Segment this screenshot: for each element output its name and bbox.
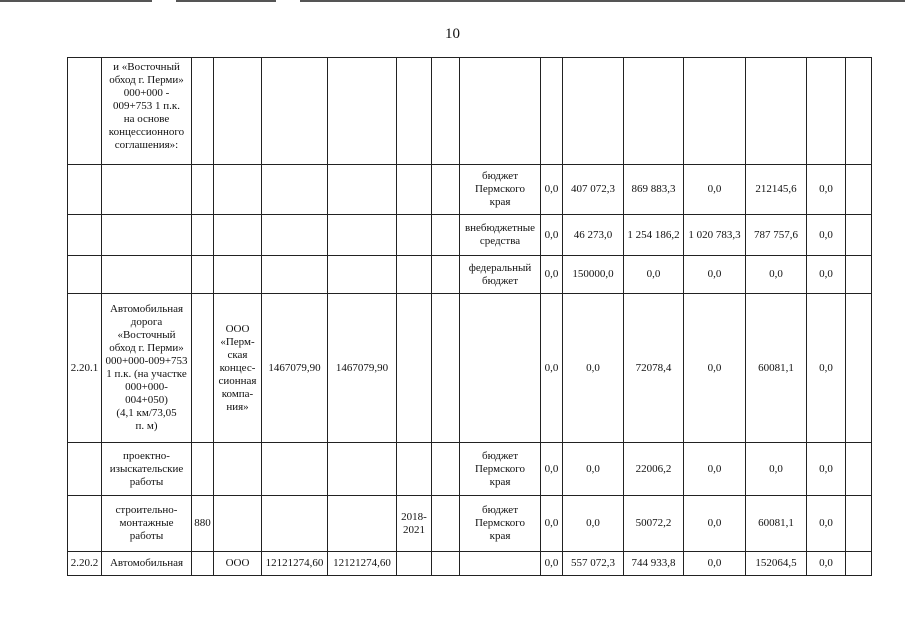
cell-c4: ООО xyxy=(214,552,262,576)
table-row xyxy=(68,496,872,552)
cell-c6 xyxy=(328,256,397,294)
cell-c7 xyxy=(397,256,432,294)
cell-c4 xyxy=(214,443,262,496)
cell-c8 xyxy=(432,256,460,294)
cell-c6: 12121274,60 xyxy=(328,552,397,576)
cell-c5: 12121274,60 xyxy=(262,552,328,576)
cell-v3: 72078,4 xyxy=(624,294,684,443)
cell-name xyxy=(102,256,192,294)
cell-v4: 0,0 xyxy=(684,165,746,215)
cell-source: бюджет Пермского края xyxy=(460,165,541,215)
cell-source xyxy=(460,552,541,576)
cell-c16 xyxy=(846,58,872,165)
cell-code xyxy=(68,165,102,215)
cell-c16 xyxy=(846,215,872,256)
table-row xyxy=(68,552,872,576)
cell-c6 xyxy=(328,58,397,165)
cell-v5: 0,0 xyxy=(746,256,807,294)
cell-c3: 880 xyxy=(192,496,214,552)
cell-v5 xyxy=(746,58,807,165)
cell-c4 xyxy=(214,256,262,294)
cell-c7 xyxy=(397,215,432,256)
cell-v1: 0,0 xyxy=(541,215,563,256)
cell-v1: 0,0 xyxy=(541,294,563,443)
cell-v3 xyxy=(624,58,684,165)
cell-v2: 0,0 xyxy=(563,496,624,552)
top-rule-right xyxy=(300,0,905,2)
cell-v6: 0,0 xyxy=(807,294,846,443)
cell-c8 xyxy=(432,496,460,552)
cell-code xyxy=(68,256,102,294)
cell-name xyxy=(102,215,192,256)
table-row xyxy=(68,443,872,496)
cell-c7 xyxy=(397,552,432,576)
cell-v6: 0,0 xyxy=(807,496,846,552)
cell-v2 xyxy=(563,58,624,165)
cell-c5 xyxy=(262,443,328,496)
cell-c8 xyxy=(432,215,460,256)
cell-c3 xyxy=(192,443,214,496)
cell-c6 xyxy=(328,496,397,552)
cell-v2: 557 072,3 xyxy=(563,552,624,576)
table-row xyxy=(68,165,872,215)
cell-c5: 1467079,90 xyxy=(262,294,328,443)
cell-v4: 0,0 xyxy=(684,443,746,496)
cell-v1: 0,0 xyxy=(541,256,563,294)
cell-source: бюджет Пермского края xyxy=(460,496,541,552)
cell-v2: 150000,0 xyxy=(563,256,624,294)
cell-v5: 60081,1 xyxy=(746,496,807,552)
cell-v3: 744 933,8 xyxy=(624,552,684,576)
cell-v1: 0,0 xyxy=(541,443,563,496)
cell-v3: 869 883,3 xyxy=(624,165,684,215)
cell-source: бюджет Пермского края xyxy=(460,443,541,496)
cell-c8 xyxy=(432,165,460,215)
cell-c3 xyxy=(192,58,214,165)
cell-v5: 0,0 xyxy=(746,443,807,496)
cell-source: федеральный бюджет xyxy=(460,256,541,294)
cell-c16 xyxy=(846,496,872,552)
cell-v1 xyxy=(541,58,563,165)
cell-c4 xyxy=(214,215,262,256)
cell-v4: 1 020 783,3 xyxy=(684,215,746,256)
cell-c4 xyxy=(214,58,262,165)
cell-c7 xyxy=(397,165,432,215)
cell-name: и «Восточный обход г. Перми» 000+000 - 009+753 1 п.к. на основе концессионного соглашения»: xyxy=(102,58,192,165)
cell-code xyxy=(68,443,102,496)
cell-v5: 212145,6 xyxy=(746,165,807,215)
table-row xyxy=(68,215,872,256)
cell-v3: 1 254 186,2 xyxy=(624,215,684,256)
cell-c7: 2018- 2021 xyxy=(397,496,432,552)
top-rule-left xyxy=(0,0,152,2)
cell-c3 xyxy=(192,165,214,215)
page-number: 10 xyxy=(445,26,460,42)
cell-v2: 407 072,3 xyxy=(563,165,624,215)
cell-c4 xyxy=(214,165,262,215)
cell-v5: 787 757,6 xyxy=(746,215,807,256)
cell-v3: 22006,2 xyxy=(624,443,684,496)
cell-c6: 1467079,90 xyxy=(328,294,397,443)
cell-v1: 0,0 xyxy=(541,496,563,552)
cell-c4: ООО «Перм- ская концес- сионная компа- ния» xyxy=(214,294,262,443)
cell-code xyxy=(68,496,102,552)
cell-c3 xyxy=(192,256,214,294)
cell-v6: 0,0 xyxy=(807,552,846,576)
cell-v3: 0,0 xyxy=(624,256,684,294)
cell-code xyxy=(68,215,102,256)
cell-v4: 0,0 xyxy=(684,256,746,294)
cell-c6 xyxy=(328,165,397,215)
cell-c8 xyxy=(432,552,460,576)
cell-v1: 0,0 xyxy=(541,552,563,576)
cell-c5 xyxy=(262,496,328,552)
cell-v4: 0,0 xyxy=(684,294,746,443)
cell-v6: 0,0 xyxy=(807,215,846,256)
cell-v6 xyxy=(807,58,846,165)
cell-name: проектно- изыскательские работы xyxy=(102,443,192,496)
cell-c3 xyxy=(192,294,214,443)
cell-c5 xyxy=(262,58,328,165)
cell-v2: 0,0 xyxy=(563,294,624,443)
cell-v4 xyxy=(684,58,746,165)
cell-v1: 0,0 xyxy=(541,165,563,215)
cell-v4: 0,0 xyxy=(684,552,746,576)
table-row xyxy=(68,58,872,165)
table-row xyxy=(68,294,872,443)
cell-source: внебюджетные средства xyxy=(460,215,541,256)
cell-c4 xyxy=(214,496,262,552)
cell-v5: 152064,5 xyxy=(746,552,807,576)
cell-c3 xyxy=(192,552,214,576)
cell-c7 xyxy=(397,58,432,165)
cell-c8 xyxy=(432,294,460,443)
cell-name: Автомобильная xyxy=(102,552,192,576)
cell-c16 xyxy=(846,294,872,443)
cell-v6: 0,0 xyxy=(807,443,846,496)
cell-c6 xyxy=(328,215,397,256)
cell-c16 xyxy=(846,256,872,294)
cell-name: Автомобильная дорога «Восточный обход г. Перми» 000+000-009+753 1 п.к. (на участке 000+000- 004+050) (4,1 км/73,05 п. м) xyxy=(102,294,192,443)
cell-code: 2.20.2 xyxy=(68,552,102,576)
cell-code xyxy=(68,58,102,165)
cell-c8 xyxy=(432,58,460,165)
cell-v6: 0,0 xyxy=(807,256,846,294)
cell-c5 xyxy=(262,215,328,256)
cell-v5: 60081,1 xyxy=(746,294,807,443)
cell-name xyxy=(102,165,192,215)
cell-code: 2.20.1 xyxy=(68,294,102,443)
table-row xyxy=(68,256,872,294)
cell-c16 xyxy=(846,165,872,215)
cell-source xyxy=(460,294,541,443)
table-body xyxy=(68,58,872,576)
cell-v6: 0,0 xyxy=(807,165,846,215)
cell-c5 xyxy=(262,256,328,294)
cell-c16 xyxy=(846,443,872,496)
cell-c5 xyxy=(262,165,328,215)
cell-name: строительно- монтажные работы xyxy=(102,496,192,552)
cell-c7 xyxy=(397,294,432,443)
cell-c3 xyxy=(192,215,214,256)
cell-v4: 0,0 xyxy=(684,496,746,552)
cell-c6 xyxy=(328,443,397,496)
cell-c16 xyxy=(846,552,872,576)
budget-table xyxy=(67,57,872,576)
cell-source xyxy=(460,58,541,165)
cell-c8 xyxy=(432,443,460,496)
cell-v2: 0,0 xyxy=(563,443,624,496)
cell-v2: 46 273,0 xyxy=(563,215,624,256)
top-rule-middle xyxy=(176,0,276,2)
cell-c7 xyxy=(397,443,432,496)
cell-v3: 50072,2 xyxy=(624,496,684,552)
